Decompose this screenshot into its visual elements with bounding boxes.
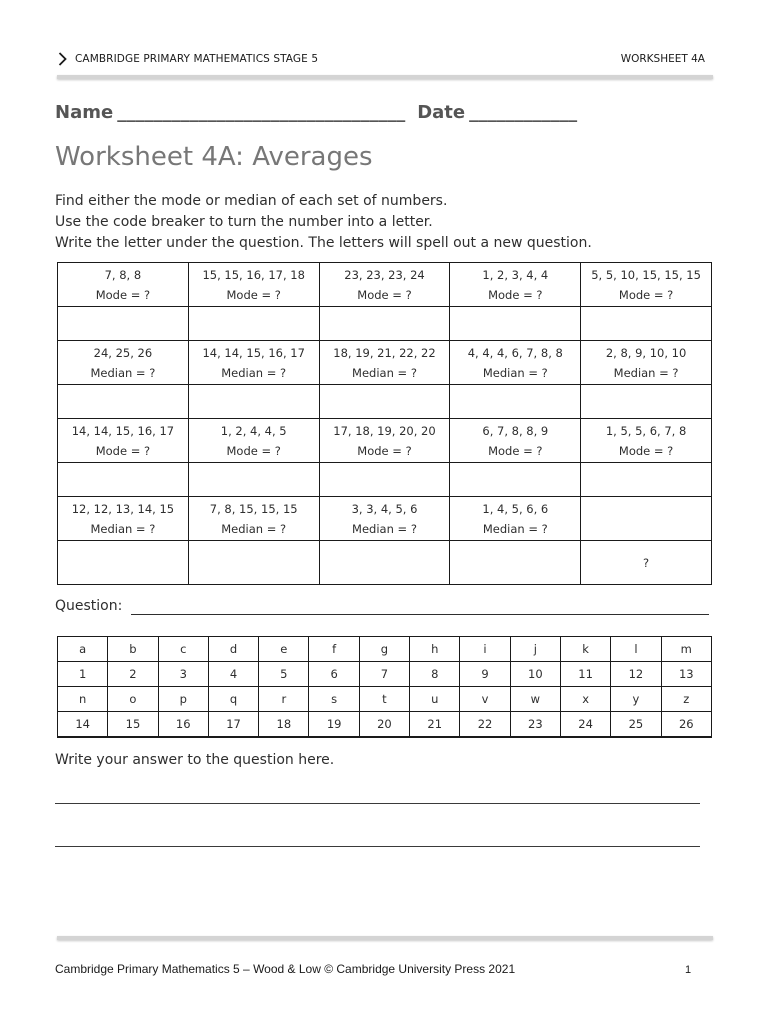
question-row — [58, 263, 712, 307]
number-set: 14, 14, 15, 16, 17 — [71, 423, 175, 438]
answer-cell[interactable] — [319, 541, 450, 585]
question-cell — [450, 497, 581, 541]
question-cell — [581, 419, 712, 463]
code-number-cell: 9 — [460, 662, 510, 687]
code-number-cell: 17 — [208, 712, 258, 737]
code-letter-cell: t — [359, 687, 409, 712]
answer-cell[interactable] — [58, 385, 189, 419]
question-cell — [581, 263, 712, 307]
question-cell — [319, 497, 450, 541]
instruction-line: Use the code breaker to turn the number into a letter. — [55, 214, 433, 230]
question-cell — [58, 341, 189, 385]
code-letter-cell: h — [410, 637, 460, 662]
number-set: 4, 4, 4, 6, 7, 8, 8 — [467, 345, 563, 360]
average-prompt: Mode = ? — [488, 287, 543, 302]
answer-cell[interactable] — [188, 385, 319, 419]
number-set: 24, 25, 26 — [93, 345, 153, 360]
code-number-cell: 16 — [158, 712, 208, 737]
number-set: 1, 2, 4, 4, 5 — [220, 423, 287, 438]
average-prompt: Mode = ? — [226, 443, 281, 458]
answer-cell[interactable] — [188, 541, 319, 585]
puzzle-table — [57, 262, 712, 585]
answer-cell[interactable] — [58, 463, 189, 497]
average-prompt: Mode = ? — [618, 443, 674, 458]
answer-cell[interactable] — [58, 541, 189, 585]
question-cell — [188, 497, 319, 541]
code-number-cell: 1 — [58, 662, 108, 687]
number-set: 6, 7, 8, 8, 9 — [482, 423, 549, 438]
code-number-cell: 10 — [510, 662, 560, 687]
average-prompt: Median = ? — [352, 521, 417, 536]
code-number-cell: 8 — [410, 662, 460, 687]
code-letter-cell: a — [58, 637, 108, 662]
average-prompt: Median = ? — [482, 521, 548, 536]
average-prompt: Median = ? — [482, 365, 548, 380]
name-blank[interactable]: ________________________________ — [117, 102, 406, 123]
answer-cell[interactable] — [319, 385, 450, 419]
number-set: 1, 2, 3, 4, 4 — [482, 267, 549, 282]
code-letter-cell: l — [611, 637, 661, 662]
code-breaker-table — [57, 636, 712, 738]
code-letter-cell: v — [460, 687, 510, 712]
date-blank[interactable]: ____________ — [469, 102, 578, 123]
number-set: 17, 18, 19, 20, 20 — [333, 423, 436, 438]
answer-line[interactable] — [55, 803, 700, 804]
answer-cell[interactable] — [319, 463, 450, 497]
number-set: 1, 4, 5, 6, 6 — [482, 501, 549, 516]
average-prompt: Mode = ? — [95, 287, 151, 302]
page-number: 1 — [685, 964, 692, 976]
answer-cell[interactable] — [450, 385, 581, 419]
code-number-cell: 13 — [661, 662, 711, 687]
code-letter-cell: c — [158, 637, 208, 662]
code-number-cell: 5 — [259, 662, 309, 687]
answer-cell[interactable] — [581, 385, 712, 419]
number-row — [58, 712, 712, 737]
average-prompt: Median = ? — [221, 521, 287, 536]
question-cell — [319, 341, 450, 385]
question-row — [58, 497, 712, 541]
footer-credit: Cambridge Primary Mathematics 5 – Wood & Low © Cambridge University Press 2021 — [55, 962, 516, 976]
question-cell — [319, 263, 450, 307]
worksheet-label: WORKSHEET 4A — [620, 53, 705, 65]
question-cell — [450, 341, 581, 385]
code-letter-cell: z — [661, 687, 711, 712]
code-number-cell: 15 — [108, 712, 158, 737]
chevron-right-icon — [58, 52, 67, 66]
footer-rule — [57, 936, 713, 940]
question-cell — [58, 497, 189, 541]
code-letter-cell: g — [359, 637, 409, 662]
name-date-row — [55, 102, 581, 123]
code-number-cell: 6 — [309, 662, 359, 687]
average-prompt: Median = ? — [90, 365, 156, 380]
letter-row — [58, 687, 712, 712]
question-mark-cell: ? — [581, 541, 712, 585]
answer-line[interactable] — [55, 846, 700, 847]
question-cell — [188, 263, 319, 307]
answer-cell[interactable] — [581, 463, 712, 497]
code-number-cell: 12 — [611, 662, 661, 687]
average-prompt: Mode = ? — [618, 287, 674, 302]
code-number-cell: 20 — [359, 712, 409, 737]
question-prompt — [55, 598, 122, 614]
code-letter-cell: d — [208, 637, 258, 662]
code-letter-cell: e — [259, 637, 309, 662]
empty-cell — [581, 497, 712, 541]
question-cell — [58, 263, 189, 307]
code-letter-cell: r — [259, 687, 309, 712]
number-set: 23, 23, 23, 24 — [344, 267, 425, 282]
question-row — [58, 419, 712, 463]
question-cell — [188, 419, 319, 463]
question-row — [58, 341, 712, 385]
code-letter-cell: i — [460, 637, 510, 662]
question-cell — [581, 341, 712, 385]
instruction-line: Write the letter under the question. The letters will spell out a new question. — [55, 235, 592, 251]
answer-cell[interactable] — [188, 307, 319, 341]
code-letter-cell: k — [560, 637, 610, 662]
code-number-cell: 7 — [359, 662, 409, 687]
code-letter-cell: q — [208, 687, 258, 712]
answer-row — [58, 541, 712, 585]
instruction-line: Find either the mode or median of each set of numbers. — [55, 193, 448, 209]
answer-row — [58, 463, 712, 497]
code-number-cell: 3 — [158, 662, 208, 687]
code-number-cell: 23 — [510, 712, 560, 737]
average-prompt: Mode = ? — [226, 287, 281, 302]
number-set: 1, 5, 5, 6, 7, 8 — [605, 423, 687, 438]
code-letter-cell: p — [158, 687, 208, 712]
code-number-cell: 14 — [58, 712, 108, 737]
average-prompt: Median = ? — [221, 365, 287, 380]
code-number-cell: 26 — [661, 712, 711, 737]
code-letter-cell: u — [410, 687, 460, 712]
code-letter-cell: m — [661, 637, 711, 662]
code-number-cell: 19 — [309, 712, 359, 737]
average-prompt: Mode = ? — [357, 287, 412, 302]
average-prompt: Median = ? — [90, 521, 156, 536]
number-set: 2, 8, 9, 10, 10 — [605, 345, 687, 360]
question-cell — [188, 341, 319, 385]
question-answer-line[interactable] — [131, 614, 709, 615]
code-number-cell: 2 — [108, 662, 158, 687]
date-label: Date — [417, 102, 466, 123]
number-set: 12, 12, 13, 14, 15 — [71, 501, 175, 516]
number-set: 3, 3, 4, 5, 6 — [351, 501, 418, 516]
average-prompt: Mode = ? — [488, 443, 543, 458]
answer-cell[interactable] — [188, 463, 319, 497]
number-set: 7, 8, 8 — [104, 267, 142, 282]
question-cell — [450, 263, 581, 307]
code-letter-cell: w — [510, 687, 560, 712]
average-prompt: Median = ? — [352, 365, 417, 380]
average-prompt: Mode = ? — [95, 443, 151, 458]
code-letter-cell: x — [560, 687, 610, 712]
code-number-cell: 21 — [410, 712, 460, 737]
number-row — [58, 662, 712, 687]
code-number-cell: 24 — [560, 712, 610, 737]
header-rule — [57, 75, 713, 79]
number-set: 15, 15, 16, 17, 18 — [202, 267, 305, 282]
number-set: 18, 19, 21, 22, 22 — [333, 345, 436, 360]
code-letter-cell: o — [108, 687, 158, 712]
question-label: Question: — [55, 598, 123, 614]
number-set: 5, 5, 10, 15, 15, 15 — [591, 267, 701, 282]
code-letter-cell: s — [309, 687, 359, 712]
code-number-cell: 25 — [611, 712, 661, 737]
code-number-cell: 18 — [259, 712, 309, 737]
answer-cell[interactable] — [450, 463, 581, 497]
code-letter-cell: b — [108, 637, 158, 662]
average-prompt: Mode = ? — [357, 443, 412, 458]
code-number-cell: 22 — [460, 712, 510, 737]
code-letter-cell: j — [510, 637, 560, 662]
letter-row — [58, 637, 712, 662]
question-cell — [450, 419, 581, 463]
average-prompt: Median = ? — [613, 365, 679, 380]
answer-row — [58, 307, 712, 341]
code-number-cell: 4 — [208, 662, 258, 687]
worksheet-title: Worksheet 4A: Averages — [55, 142, 373, 172]
answer-cell[interactable] — [58, 307, 189, 341]
answer-cell[interactable] — [581, 307, 712, 341]
number-set: 14, 14, 15, 16, 17 — [202, 345, 305, 360]
answer-row — [58, 385, 712, 419]
name-label: Name — [55, 102, 114, 123]
page-header — [55, 50, 715, 70]
question-cell — [319, 419, 450, 463]
code-letter-cell: f — [309, 637, 359, 662]
answer-cell[interactable] — [319, 307, 450, 341]
answer-prompt: Write your answer to the question here. — [55, 752, 335, 768]
number-set: 7, 8, 15, 15, 15 — [209, 501, 298, 516]
code-letter-cell: n — [58, 687, 108, 712]
question-cell — [58, 419, 189, 463]
code-number-cell: 11 — [560, 662, 610, 687]
answer-cell[interactable] — [450, 541, 581, 585]
series-title: CAMBRIDGE PRIMARY MATHEMATICS STAGE 5 — [75, 53, 319, 65]
code-letter-cell: y — [611, 687, 661, 712]
answer-cell[interactable] — [450, 307, 581, 341]
